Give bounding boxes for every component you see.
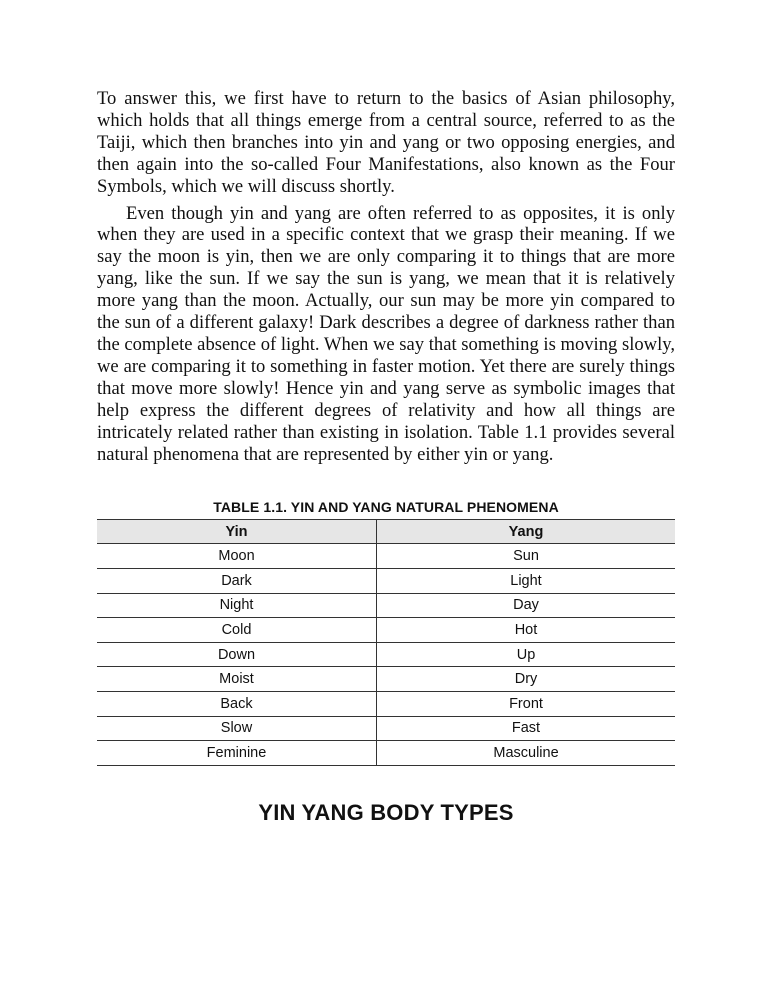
table-row: [97, 593, 675, 618]
cell-yin: Down: [97, 642, 377, 667]
paragraph-relativity: Even though yin and yang are often referred to as opposites, it is only when they are used in a specific context that we grasp their meaning. If we say the moon is yin, then we are only comparing it to things that are more yang, like the sun. If we say the sun is yang, we mean that it is relatively more yang than the moon. Actually, our sun may be more yin compared to the sun of a different galaxy! Dark describes a degree of darkness rather than the complete absence of light. When we say that something is moving slowly, we are comparing it to something in faster motion. Yet there are surely things that move more slowly! Hence yin and yang serve as symbolic images that help express the different degrees of relativity and how all things are intricately related rather than existing in isolation. Table 1.1 provides several natural phenomena that are represented by either yin or yang.: [97, 202, 675, 465]
cell-yang: Hot: [377, 618, 676, 643]
cell-yang: Sun: [377, 544, 676, 569]
cell-yin: Night: [97, 593, 377, 618]
cell-yang: Light: [377, 569, 676, 594]
yin-yang-table: [97, 519, 675, 765]
cell-yin: Slow: [97, 716, 377, 741]
cell-yang: Day: [377, 593, 676, 618]
cell-yin: Dark: [97, 569, 377, 594]
cell-yang: Front: [377, 691, 676, 716]
cell-yin: Back: [97, 691, 377, 716]
cell-yang: Up: [377, 642, 676, 667]
header-yin: Yin: [97, 520, 377, 544]
table-caption: TABLE 1.1. YIN AND YANG NATURAL PHENOMENA: [213, 499, 559, 516]
paragraph-taiji: To answer this, we first have to return to the basics of Asian philosophy, which holds that all things emerge from a central source, referred to as the Taiji, which then branches into yin and yang or two opposing energies, and then again into the so-called Four Manifestations, also known as the Four Symbols, which we will discuss shortly.: [97, 88, 675, 197]
table-row: [97, 691, 675, 716]
cell-yin: Feminine: [97, 741, 377, 766]
table-row: [97, 667, 675, 692]
table-row: [97, 741, 675, 766]
table-row: [97, 716, 675, 741]
section-heading: YIN YANG BODY TYPES: [258, 799, 514, 825]
document-page: [97, 88, 675, 826]
cell-yang: Dry: [377, 667, 676, 692]
header-yang: Yang: [377, 520, 676, 544]
cell-yin: Moon: [97, 544, 377, 569]
table-row: [97, 544, 675, 569]
table-row: [97, 618, 675, 643]
cell-yin: Cold: [97, 618, 377, 643]
table-header-row: [97, 520, 675, 544]
table-row: [97, 569, 675, 594]
cell-yin: Moist: [97, 667, 377, 692]
cell-yang: Fast: [377, 716, 676, 741]
table-row: [97, 642, 675, 667]
cell-yang: Masculine: [377, 741, 676, 766]
